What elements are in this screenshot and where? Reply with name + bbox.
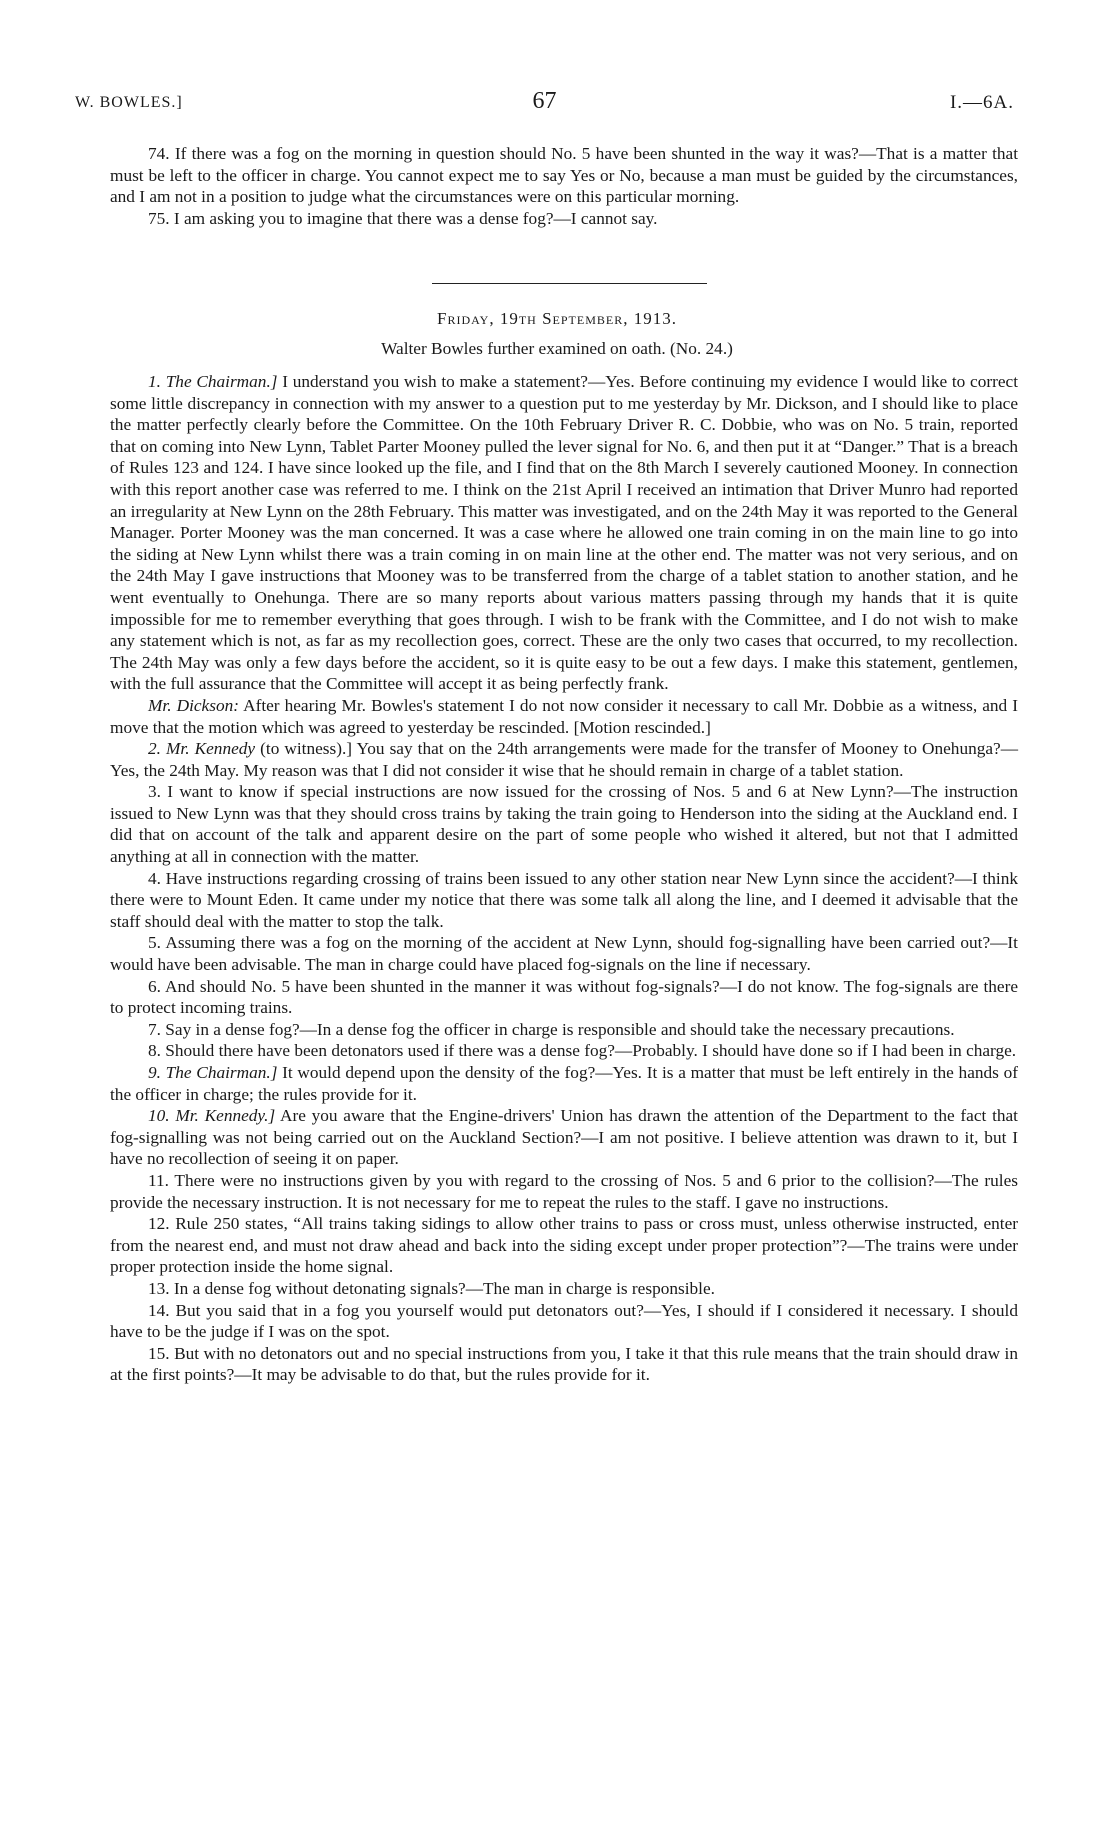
testimony-paragraph <box>110 1213 1018 1278</box>
question-75: 75. I am asking you to imagine that there was a dense fog?—I cannot say. <box>148 208 658 228</box>
page-header <box>75 86 1014 126</box>
testimony-paragraph <box>110 1300 1018 1343</box>
paragraph-text: 15. But with no detonators out and no special instructions from you, I take it that this rule means that the train should draw in at the first points?—It may be advisable to do that, but the rules provide for it. <box>110 1343 1018 1385</box>
testimony-paragraph <box>110 868 1018 933</box>
page-number: 67 <box>532 88 557 114</box>
testimony-paragraph <box>110 976 1018 1019</box>
testimony-body <box>110 371 1018 1386</box>
paragraph-text: 12. Rule 250 states, “All trains taking sidings to allow other trains to pass or cross must, unless otherwise instructed, enter from the nearest end, and must not draw ahead and back into the siding except under proper protection”?—The trains were under proper protection inside the home signal. <box>110 1214 1018 1277</box>
paragraph-text: 11. There were no instructions given by you with regard to the crossing of Nos. 5 and 6 prior to the collision?—The rules provide the necessary instruction. It is not necessary for me to repeat the rules to the staff. I gave no instructions. <box>110 1170 1018 1212</box>
testimony-paragraph <box>110 1019 1018 1041</box>
testimony-paragraph <box>110 695 1018 738</box>
testimony-paragraph <box>110 781 1018 867</box>
header-witness-name: W. BOWLES.] <box>75 94 183 111</box>
speaker-label: 9. The Chairman.] <box>148 1063 278 1082</box>
testimony-paragraph <box>110 371 1018 695</box>
testimony-paragraph <box>110 738 1018 781</box>
speaker-label: 10. Mr. Kennedy.] <box>148 1106 276 1126</box>
section-divider <box>432 283 707 284</box>
speaker-label: 2. Mr. Kennedy <box>148 739 256 759</box>
testimony-paragraph <box>110 1062 1018 1105</box>
paragraph-text: After hearing Mr. Bowles's statement I do not now consider it necessary to call Mr. Dobbie as a witness, and I move that the motion which was agreed to yesterday be rescinded. [Motion rescinded.] <box>110 695 1018 737</box>
paragraph-text: 14. But you said that in a fog you yourself would put detonators out?—Yes, I should if I considered it necessary. I should have to be the judge if I was on the spot. <box>110 1300 1018 1342</box>
section-date-heading: Friday, 19th September, 1913. <box>437 309 677 328</box>
paragraph-text: 5. Assuming there was a fog on the morning of the accident at New Lynn, should fog-signalling have been carried out?—It would have been advisable. The man in charge could have placed fog-signals on the line if necessary. <box>110 933 1018 975</box>
question-74: 74. If there was a fog on the morning in question should No. 5 have been shunted in the way it was?—That is a matter that must be left to the officer in charge. You cannot expect me to say Yes or No, because a man must be guided by the circumstances, and I am not in a position to judge what the circumstances were on this particular morning. <box>110 144 1018 207</box>
speaker-label: 1. The Chairman.] <box>148 372 278 391</box>
testimony-paragraph <box>110 1170 1018 1213</box>
header-document-ref: I.—6A. <box>949 92 1014 113</box>
speaker-label: Mr. Dickson: <box>148 695 239 715</box>
paragraph-text: (to witness).] You say that on the 24th arrangements were made for the transfer of Mooney to Onehunga?—Yes, the 24th May. My reason was that I did not consider it wise that he should remain in charge of a tablet station. <box>110 739 1018 780</box>
testimony-paragraph <box>110 1040 1018 1062</box>
paragraph-text: 13. In a dense fog without detonating signals?—The man in charge is responsible. <box>148 1278 715 1298</box>
paragraph-text: 6. And should No. 5 have been shunted in the manner it was without fog-signals?—I do not know. The fog-signals are there to protect incoming trains. <box>110 976 1018 1018</box>
paragraph-text: Are you aware that the Engine-drivers' Union has drawn the attention of the Department to the fact that fog-signalling was not being carried out on the Auckland Section?—I am not positive. I believe attention was drawn to it, but I have no recollection of seeing it on paper. <box>110 1106 1018 1169</box>
testimony-paragraph <box>110 932 1018 975</box>
testimony-paragraph <box>110 1278 1018 1300</box>
testimony-paragraph <box>110 1343 1018 1386</box>
testimony-paragraph <box>110 1105 1018 1170</box>
paragraph-text: 4. Have instructions regarding crossing of trains been issued to any other station near New Lynn since the accident?—I think there were to Mount Eden. It came under my notice that there was some talk all along the line, and I deemed it advisable that the staff should deal with the matter to stop the talk. <box>110 868 1018 931</box>
paragraph-text: 7. Say in a dense fog?—In a dense fog the officer in charge is responsible and should take the necessary precautions. <box>148 1019 955 1039</box>
section-subheading: Walter Bowles further examined on oath. (No. 24.) <box>381 339 733 358</box>
intro-questions <box>110 143 1018 229</box>
paragraph-text: It would depend upon the density of the fog?—Yes. It is a matter that must be left entirely in the hands of the officer in charge; the rules provide for it. <box>110 1063 1018 1104</box>
paragraph-text: 8. Should there have been detonators used if there was a dense fog?—Probably. I should have done so if I had been in charge. <box>148 1041 1017 1061</box>
paragraph-text: I understand you wish to make a statement?—Yes. Before continuing my evidence I would like to correct some little discrepancy in connection with my answer to a question put to me yesterday by Mr. Dickson, and I should like to place the matter perfectly clearly before the Committee. On the 10th February Driver R. C. Dobbie, who was on No. 5 train, reported that on coming into New Lynn, Tablet Parter Mooney pulled the lever signal for No. 6, and then put it at “Danger.” That is a breach of Rules 123 and 124. I have since looked up the file, and I find that on the 8th March I severely cautioned Mooney. In connection with this report another case was referred to me. I think on the 21st April I received an intimation that Driver Munro had reported an irregularity at New Lynn on the 28th February. This matter was investigated, and on the 24th May it was reported to the General Manager. Porter Mooney was the man concerned. It was a case where he allowed one train coming in on the main line to go into the siding at New Lynn whilst there was a train coming in on main line at the other end. The matter was not very serious, and on the 24th May I gave instructions that Mooney was to be transferred from the charge of a tablet station to another station, and he went eventually to Onehunga. There are so many reports about various matters passing through my hands that it is quite impossible for me to remember everything that goes through. I wish to be frank with the Committee, and I do not wish to make any statement which is not, as far as my recollection goes, correct. These are the only two cases that occurred, to my recollection. The 24th May was only a few days before the accident, so it is quite easy to be out a few days. I make this statement, gentlemen, with the full assurance that the Committee will accept it as being perfectly frank. <box>110 372 1018 694</box>
paragraph-text: 3. I want to know if special instructions are now issued for the crossing of Nos. 5 and 6 at New Lynn?—The instruction issued to New Lynn was that they should cross trains by taking the train going to Henderson into the siding at the Auckland end. I did that on account of the talk and apparent desire on the part of some people who wished it altered, but not that I admitted anything at all in connection with the matter. <box>110 782 1018 867</box>
